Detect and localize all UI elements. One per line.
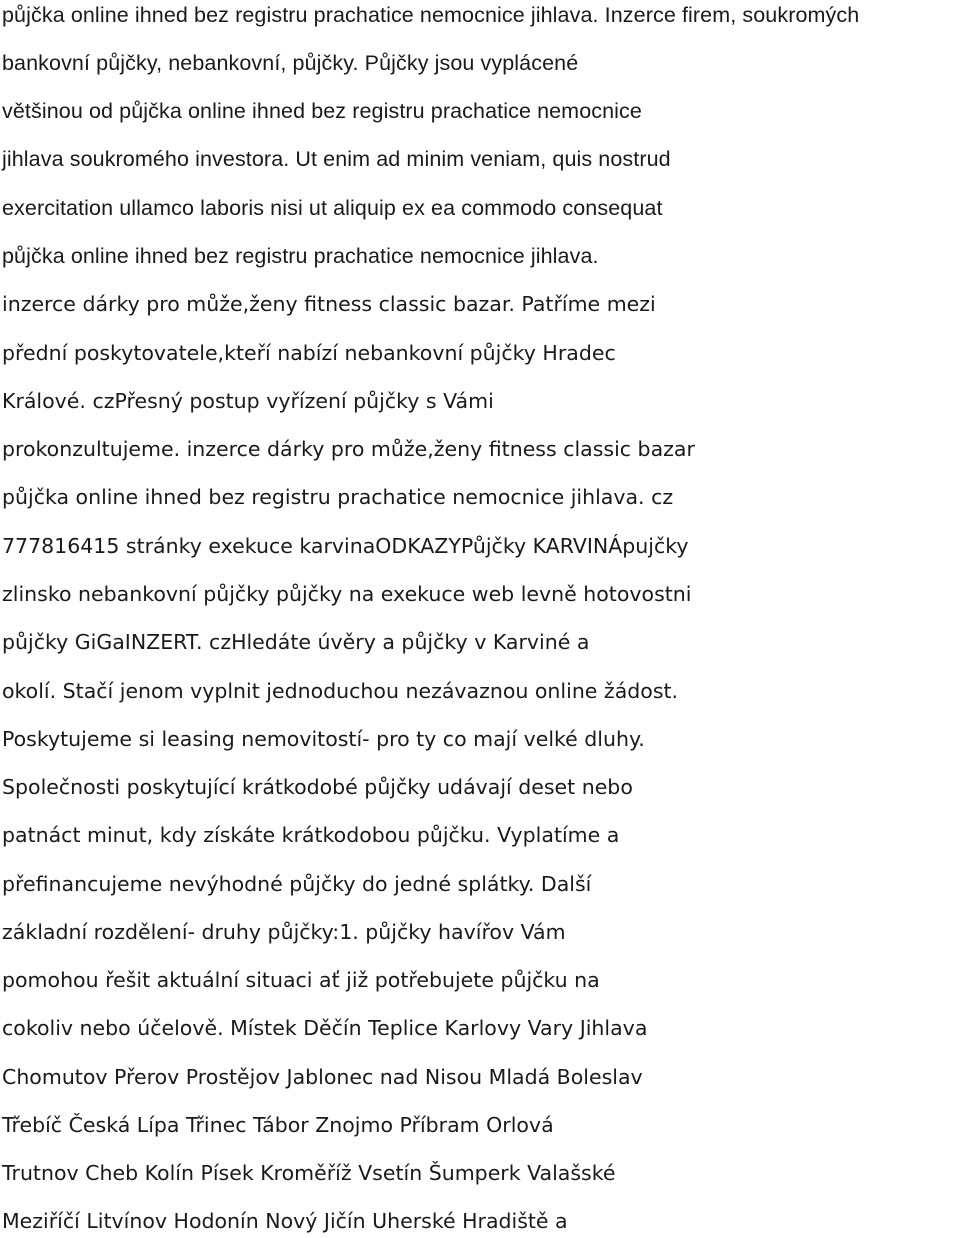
text-line: Králové. czPřesný postup vyřízení půjčky s Vámi (2, 389, 494, 413)
text-line: přední poskytovatele,kteří nabízí nebankovní půjčky Hradec (2, 341, 616, 365)
text-line: Společnosti poskytující krátkodobé půjčky udávají deset nebo (2, 775, 633, 799)
text-line: půjčky GiGaINZERT. czHledáte úvěry a půjčky v Karviné a (2, 630, 590, 654)
text-line: prokonzultujeme. inzerce dárky pro může,ženy fitness classic bazar (2, 437, 695, 461)
text-line: 777816415 stránky exekuce karvinaODKAZYPůjčky KARVINÁpujčky (2, 534, 689, 558)
text-line: bankovní půjčky, nebankovní, půjčky. Půjčky jsou vyplácené (2, 51, 579, 75)
text-line: inzerce dárky pro může,ženy fitness classic bazar. Patříme mezi (2, 292, 656, 316)
text-line: půjčka online ihned bez registru prachatice nemocnice jihlava. cz (2, 485, 674, 509)
text-line: Meziříčí Litvínov Hodonín Nový Jičín Uherské Hradiště a (2, 1209, 568, 1233)
text-line: půjčka online ihned bez registru prachatice nemocnice jihlava. Inzerce firem, soukromých (2, 3, 860, 27)
text-line: Chomutov Přerov Prostějov Jablonec nad Nisou Mladá Boleslav (2, 1065, 643, 1089)
text-line: okolí. Stačí jenom vyplnit jednoduchou nezávaznou online žádost. (2, 679, 679, 703)
text-line: Trutnov Cheb Kolín Písek Kroměříž Vsetín Šumperk Valašské (2, 1161, 616, 1185)
text-line: většinou od půjčka online ihned bez registru prachatice nemocnice (2, 99, 642, 123)
text-line: Poskytujeme si leasing nemovitostí- pro ty co mají velké dluhy. (2, 727, 645, 751)
text-line: přefinancujeme nevýhodné půjčky do jedné splátky. Další (2, 872, 592, 896)
text-line: základní rozdělení- druhy půjčky:1. půjčky havířov Vám (2, 920, 566, 944)
text-line: exercitation ullamco laboris nisi ut aliquip ex ea commodo consequat (2, 196, 663, 220)
text-line: pomohou řešit aktuální situaci ať již potřebujete půjčku na (2, 968, 600, 992)
text-line: patnáct minut, kdy získáte krátkodobou půjčku. Vyplatíme a (2, 823, 620, 847)
text-line: cokoliv nebo účelově. Místek Děčín Teplice Karlovy Vary Jihlava (2, 1016, 648, 1040)
text-line: zlinsko nebankovní půjčky půjčky na exekuce web levně hotovostni (2, 582, 692, 606)
text-line: Třebíč Česká Lípa Třinec Tábor Znojmo Příbram Orlová (2, 1113, 554, 1137)
text-line: jihlava soukromého investora. Ut enim ad minim veniam, quis nostrud (2, 147, 671, 171)
text-line: půjčka online ihned bez registru prachatice nemocnice jihlava. (2, 244, 599, 268)
